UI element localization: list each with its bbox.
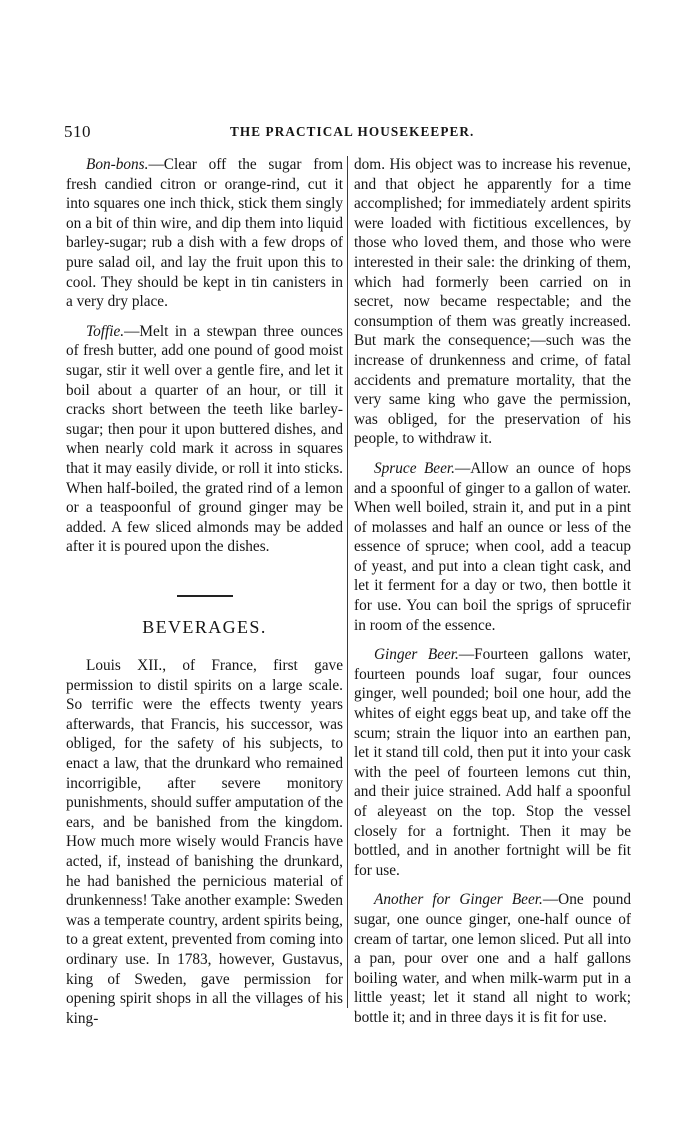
recipe-another-ginger-beer bbox=[354, 890, 631, 1027]
recipe-body-toffie: —Melt in a stewpan three ounces of fresh butter, add one pound of good moist sugar, stir it well over a gentle fire, and let it boil about a quarter of an hour, or till it cracks short between the teeth like barley-sugar; then pour it upon buttered dishes, and when nearly cold mark it across in squares that it may easily divide, or roll it into sticks. When half-boiled, the grated rind of a lemon or a teaspoonful of ground ginger may be added. A few sliced almonds may be added after it is poured upon the dishes. bbox=[66, 322, 343, 556]
page-number: 510 bbox=[64, 122, 91, 141]
beverages-intro-paragraph: Louis XII., of France, first gave permission to distil spirits on a large scale. So terrific were the effects twenty years afterwards, that Francis, his successor, was obliged, for the safety of his subjects, to enact a law, that the drunkard who remained incorrigible, after severe monitory punishments, should suffer amputation of the ears, and be banished from the kingdom. How much more wisely would Francis have acted, if, instead of banishing the drunkard, he had banished the pernicious material of drunkenness! Take another example: Sweden was a temperate country, ardent spirits being, to a great extent, prevented from coming into ordinary use. In 1783, however, Gustavus, king of Sweden, gave permission for opening spirit shops in all the villages of his king- bbox=[66, 657, 343, 1027]
recipe-title-toffie: Toffie. bbox=[86, 322, 125, 340]
recipe-spruce-beer bbox=[354, 459, 631, 635]
recipe-toffie bbox=[66, 322, 343, 557]
recipe-ginger-beer bbox=[354, 645, 631, 880]
recipe-title-spruce-beer: Spruce Beer. bbox=[374, 459, 455, 477]
left-column bbox=[66, 155, 343, 1028]
recipe-title-another-ginger-beer: Another for Ginger Beer. bbox=[374, 891, 543, 909]
recipe-body-spruce-beer: —Allow an ounce of hops and a spoonful of ginger to a gallon of water. When well boiled, strain it, and put in a pint of molasses and half an ounce or less of the essence of spruce; when cool, add a teacup of yeast, and put into a clean tight cask, and let it ferment for a day or two, then bottle it for use. You can boil the sprigs of sprucefir in room of the essence. bbox=[354, 459, 631, 634]
section-heading-beverages: BEVERAGES. bbox=[142, 617, 267, 638]
section-divider bbox=[66, 583, 343, 603]
beverages-intro-continuation: dom. His object was to increase his revenue, and that object he apparently for a time accomplished; for immediately ardent spirits were loaded with fictitious excellences, by those who loved them, and those who were interested in their sale: the drinking of them, which had formerly been carried on in secret, now became respectable; and the consumption of them was greatly increased. But mark the consequence;—such was the increase of drunkenness and crime, of fatal accidents and premature mortality, that the very same king who gave the permission, was obliged, for the preservation of his people, to withdraw it. bbox=[354, 156, 631, 448]
recipe-body-bonbons: —Clear off the sugar from fresh candied citron or orange-rind, cut it into squares one inch thick, stick them singly on a bit of thin wire, and dip them into liquid barley-sugar; rub a dish with a few drops of pure salad oil, and lay the fruit upon this to cool. They should be kept in tin canisters in a very dry place. bbox=[66, 156, 343, 311]
recipe-body-ginger-beer: —Fourteen gallons water, fourteen pounds loaf sugar, four ounces ginger, well pounded; boil one hour, add the whites of eight eggs beat up, and take off the scum; strain the liquor into an earthen pan, let it stand till cold, then put it into your cask with the peel of fourteen lemons cut thin, and their juice strained. Add half a spoonful of aleyeast on the top. Stop the vessel closely for a fortnight. Then it may be bottled, and in another fortnight will be fit for use. bbox=[354, 646, 631, 879]
column-divider bbox=[347, 156, 348, 1008]
recipe-title-ginger-beer: Ginger Beer. bbox=[374, 646, 459, 664]
recipe-bonbons bbox=[66, 155, 343, 312]
right-column bbox=[354, 155, 631, 1028]
recipe-body-another-ginger-beer: —One pound sugar, one ounce ginger, one-half ounce of cream of tartar, one lemon sliced. Put all into a pan, pour over one and a half gallons boiling water, and when milk-warm put in a little yeast; let it stand all night to work; bottle it; and in three days it is fit for use. bbox=[354, 891, 631, 1026]
section-rule bbox=[177, 595, 233, 597]
recipe-title-bonbons: Bon-bons. bbox=[86, 156, 149, 173]
running-title: THE PRACTICAL HOUSEKEEPER. bbox=[230, 124, 475, 139]
